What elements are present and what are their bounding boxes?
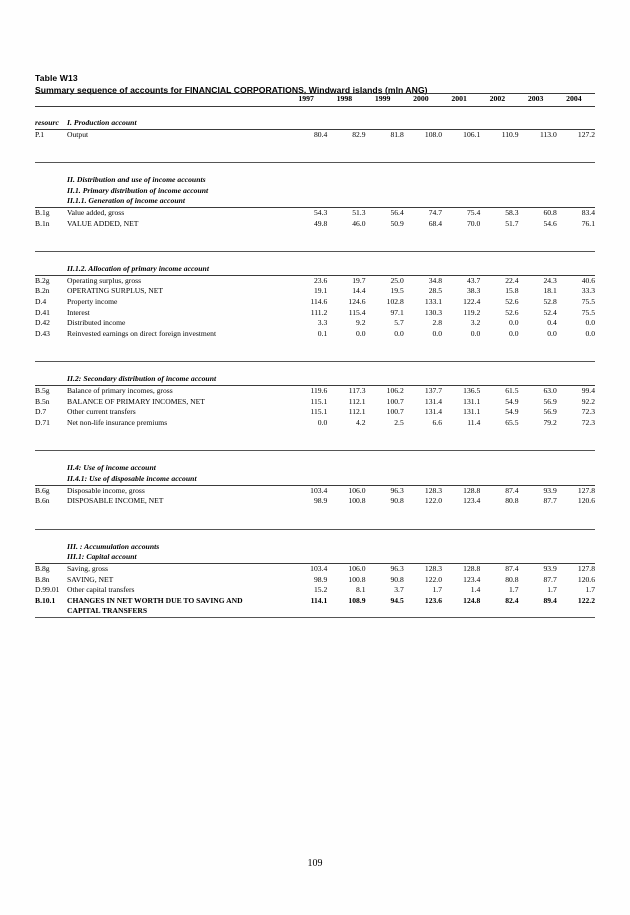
table-row [35, 297, 595, 308]
table-row [35, 129, 595, 140]
row-value-2003: 63.0 [543, 386, 557, 395]
row-value-2000: 133.1 [424, 297, 442, 307]
row-value-1997: 103.4 [310, 485, 328, 495]
row-value-1998: 0.0 [356, 328, 366, 338]
column-header-year-2001: 2001 [442, 94, 480, 107]
section-code-spacer [35, 374, 67, 385]
row-value-cont [366, 606, 404, 617]
row-value-1998: 117.3 [348, 386, 366, 395]
row-value-2000: 68.4 [428, 218, 442, 228]
row-label: Net non-life insurance premiums [67, 417, 168, 427]
row-value-2003: 87.7 [543, 496, 557, 506]
row-value-2001: 136.5 [463, 386, 481, 395]
section-heading: II.4: Use of income account [67, 463, 156, 473]
row-value-1999: 56.4 [390, 208, 404, 218]
row-code: P.1 [35, 129, 45, 139]
row-value-2002: 65.5 [505, 417, 519, 427]
row-value-1999: 5.7 [394, 318, 404, 328]
row-value-1998: 124.6 [348, 297, 366, 307]
row-value-2001: 128.8 [463, 485, 481, 495]
row-label: VALUE ADDED, NET [67, 218, 139, 228]
row-value-2000: 128.3 [424, 485, 442, 495]
table-row [35, 329, 595, 340]
row-value-1999: 94.5 [390, 595, 404, 605]
row-value-2001: 43.7 [466, 275, 481, 285]
row-code: B.2g [35, 275, 50, 285]
row-value-2002: 80.8 [505, 574, 519, 584]
row-value-1998: 82.9 [352, 129, 366, 139]
table-row [35, 575, 595, 586]
row-value-2003: 93.9 [543, 563, 557, 573]
section-code-spacer [35, 552, 67, 563]
section-code-spacer [35, 264, 67, 275]
row-label: Operating surplus, gross [67, 275, 142, 285]
section-heading: III. : Accumulation accounts [67, 541, 160, 551]
section-heading: II.4.1: Use of disposable income account [67, 474, 595, 485]
row-value-1999: 100.7 [386, 407, 404, 417]
column-header-year-1997: 1997 [289, 94, 327, 107]
row-code: D.7 [35, 407, 47, 417]
row-label: Other current transfers [67, 407, 136, 417]
table-row [35, 208, 595, 219]
section-heading-row [35, 542, 595, 553]
table-row [35, 585, 595, 596]
row-value-2001: 124.8 [463, 595, 481, 605]
row-label: OPERATING SURPLUS, NET [67, 286, 163, 296]
table-row [35, 318, 595, 329]
row-value-2002: 110.9 [501, 129, 519, 139]
row-code: D.43 [35, 328, 50, 338]
row-value-2002: 58.3 [505, 208, 519, 218]
row-label: DISPOSABLE INCOME, NET [67, 496, 164, 506]
row-value-1999: 90.8 [390, 496, 404, 506]
row-code: B.5g [35, 386, 50, 395]
section-code-spacer [35, 175, 67, 186]
table-row [35, 485, 595, 496]
row-value-2000: 131.4 [424, 407, 442, 417]
row-code-cont [35, 606, 67, 617]
row-label: SAVING, NET [67, 574, 114, 584]
row-value-2002: 0.0 [509, 328, 519, 338]
row-value-1997: 103.4 [310, 563, 328, 573]
row-value-2004: 92.2 [581, 396, 595, 406]
header-label-cell [67, 94, 289, 107]
row-value-2001: 75.4 [466, 208, 481, 218]
row-code: B.1n [35, 218, 50, 228]
row-code: D.42 [35, 318, 50, 328]
row-value-2003: 87.7 [543, 574, 557, 584]
section-code-spacer [35, 542, 67, 553]
section-heading-row [35, 175, 595, 186]
row-value-cont [327, 606, 365, 617]
row-value-1998: 108.9 [348, 595, 366, 605]
table-row [35, 596, 595, 607]
header-code-cell [35, 94, 67, 107]
row-code: B.8g [35, 563, 50, 573]
row-value-2003: 18.1 [543, 286, 557, 296]
row-value-2000: 128.3 [424, 563, 442, 573]
row-value-1997: 114.1 [310, 595, 328, 605]
row-value-2001: 1.4 [470, 585, 481, 595]
row-value-1999: 97.1 [390, 307, 404, 317]
row-value-1999: 96.3 [390, 485, 404, 495]
section-code-spacer [35, 474, 67, 485]
section-heading: II. Distribution and use of income accounts [67, 175, 206, 185]
table-id: Table W13 [35, 73, 78, 83]
section-heading: II.1.1. Generation of income account [67, 196, 595, 207]
row-value-2001: 128.8 [463, 563, 481, 573]
column-header-year-2004: 2004 [557, 94, 595, 107]
row-value-1999: 19.5 [390, 286, 404, 296]
row-value-1998: 8.1 [356, 585, 366, 595]
table-row [35, 286, 595, 297]
row-value-2000: 28.5 [428, 286, 442, 296]
section-heading-row [35, 552, 595, 563]
row-label: Saving, gross [67, 563, 108, 573]
row-value-2004: 83.4 [581, 208, 595, 218]
row-value-1998: 100.8 [348, 574, 366, 584]
row-value-cont [519, 606, 557, 617]
spacer-row [35, 339, 595, 362]
row-value-1999: 96.3 [390, 563, 404, 573]
row-value-1997: 19.1 [313, 286, 328, 296]
table-row [35, 219, 595, 230]
row-value-2004: 0.0 [585, 328, 595, 338]
accounts-table [35, 93, 595, 624]
row-value-2000: 74.7 [428, 208, 442, 218]
row-value-1997: 119.6 [310, 386, 328, 395]
row-value-2001: 0.0 [470, 328, 481, 338]
row-value-1999: 3.7 [394, 585, 404, 595]
row-value-2002: 61.5 [505, 386, 519, 395]
row-value-cont [480, 606, 518, 617]
row-value-2000: 108.0 [424, 129, 442, 139]
table-row-continuation [35, 606, 595, 617]
row-value-2004: 75.5 [581, 307, 595, 317]
row-value-1998: 106.0 [348, 563, 366, 573]
row-value-2001: 106.1 [463, 129, 481, 139]
row-code: B.5n [35, 396, 50, 406]
row-value-1997: 115.1 [310, 407, 328, 417]
table-row [35, 563, 595, 574]
row-value-2002: 54.9 [505, 396, 519, 406]
row-value-1999: 106.2 [386, 386, 404, 395]
row-value-2004: 127.8 [577, 485, 595, 495]
row-code: D.71 [35, 417, 50, 427]
row-code: B.6g [35, 485, 50, 495]
row-value-2003: 79.2 [543, 417, 557, 427]
row-label: Balance of primary incomes, gross [67, 386, 173, 395]
row-value-2001: 119.2 [463, 307, 481, 317]
section-heading-row [35, 374, 595, 385]
row-code: D.99.01 [35, 585, 60, 595]
row-value-2004: 120.6 [577, 574, 595, 584]
row-value-2004: 99.4 [581, 386, 595, 395]
row-value-2002: 52.6 [505, 297, 519, 307]
row-value-2004: 127.8 [577, 563, 595, 573]
row-value-2000: 122.0 [424, 496, 442, 506]
column-header-year-2002: 2002 [480, 94, 518, 107]
section-heading: II.2: Secondary distribution of income account [67, 374, 595, 385]
section-heading-row [35, 474, 595, 485]
row-value-2001: 3.2 [470, 318, 481, 328]
page-number: 109 [307, 858, 323, 869]
row-value-2002: 52.6 [505, 307, 519, 317]
row-value-2000: 6.6 [432, 417, 442, 427]
row-value-2003: 113.0 [539, 129, 557, 139]
row-value-2003: 60.8 [543, 208, 557, 218]
row-value-cont [557, 606, 595, 617]
row-value-1998: 46.0 [352, 218, 366, 228]
section-heading: II.1. Primary distribution of income account [67, 185, 209, 195]
row-value-1999: 100.7 [386, 396, 404, 406]
table-row [35, 496, 595, 507]
row-value-1999: 2.5 [394, 417, 404, 427]
column-header-row [35, 94, 595, 107]
row-code: B.6n [35, 496, 50, 506]
row-value-1998: 4.2 [356, 417, 366, 427]
row-value-1997: 98.9 [313, 574, 328, 584]
row-code: B.2n [35, 286, 50, 296]
row-label: Output [67, 129, 89, 139]
row-value-1999: 81.8 [390, 129, 404, 139]
row-value-2000: 1.7 [432, 585, 442, 595]
row-value-2003: 24.3 [543, 275, 557, 285]
column-header-year-1999: 1999 [366, 94, 404, 107]
row-value-2001: 123.4 [463, 574, 481, 584]
row-value-1997: 80.4 [313, 129, 328, 139]
table-row [35, 407, 595, 418]
section-code-spacer [35, 463, 67, 474]
row-value-2001: 38.3 [466, 286, 481, 296]
section-heading-row [35, 463, 595, 474]
row-value-2002: 54.9 [505, 407, 519, 417]
row-value-2004: 122.2 [577, 595, 595, 605]
row-value-2001: 131.1 [463, 396, 481, 406]
row-value-1997: 3.3 [317, 318, 328, 328]
row-value-2000: 130.3 [424, 307, 442, 317]
row-value-2000: 131.4 [424, 396, 442, 406]
row-value-2003: 89.4 [543, 595, 557, 605]
row-value-1999: 25.0 [390, 275, 404, 285]
row-code: D.41 [35, 307, 50, 317]
row-value-2003: 56.9 [543, 396, 557, 406]
table-bottom-rule [35, 617, 595, 624]
row-label: Disposable income, gross [67, 485, 145, 495]
row-value-1998: 9.2 [356, 318, 366, 328]
row-value-1997: 15.2 [313, 585, 328, 595]
table-row [35, 275, 595, 286]
row-value-cont [404, 606, 442, 617]
row-value-2000: 122.0 [424, 574, 442, 584]
row-code: B.8n [35, 574, 50, 584]
row-value-cont [442, 606, 480, 617]
section-heading: I. Production account [67, 118, 595, 129]
row-value-2004: 40.6 [581, 275, 595, 285]
row-value-1997: 54.3 [313, 208, 328, 218]
row-value-1999: 90.8 [390, 574, 404, 584]
row-value-2003: 0.4 [547, 318, 557, 328]
row-value-1997: 49.8 [313, 218, 328, 228]
row-value-2002: 22.4 [505, 275, 519, 285]
section-heading-row [35, 196, 595, 207]
row-value-2003: 52.8 [543, 297, 557, 307]
table-row [35, 386, 595, 397]
row-value-2002: 80.8 [505, 496, 519, 506]
row-value-2003: 56.9 [543, 407, 557, 417]
section-heading: III.1: Capital account [67, 552, 595, 563]
row-value-2003: 0.0 [547, 328, 557, 338]
row-label: BALANCE OF PRIMARY INCOMES, NET [67, 396, 205, 406]
row-value-2002: 15.8 [505, 286, 519, 296]
row-value-2004: 127.2 [577, 129, 595, 139]
row-value-2000: 0.0 [432, 328, 442, 338]
row-value-2004: 1.7 [585, 585, 595, 595]
row-value-2000: 2.8 [432, 318, 442, 328]
row-value-1997: 0.0 [317, 417, 328, 427]
column-header-year-2000: 2000 [404, 94, 442, 107]
row-value-2001: 11.4 [467, 417, 481, 427]
row-value-1998: 19.7 [352, 275, 366, 285]
row-value-2002: 0.0 [509, 318, 519, 328]
section-heading: II.1.2. Allocation of primary income account [67, 264, 595, 275]
row-value-1999: 0.0 [394, 328, 404, 338]
row-label: Property income [67, 297, 118, 307]
row-value-cont [289, 606, 327, 617]
row-label: Other capital transfers [67, 585, 135, 595]
spacer-row [35, 229, 595, 252]
table-caption: Summary sequence of accounts for FINANCIAL CORPORATIONS, Windward islands (mln ANG) [35, 85, 428, 95]
row-value-1998: 115.4 [348, 307, 366, 317]
row-value-2002: 87.4 [505, 563, 519, 573]
row-label: Reinvested earnings on direct foreign investment [67, 328, 217, 338]
row-value-1997: 23.6 [313, 275, 328, 285]
section-heading-row [35, 264, 595, 275]
row-value-2001: 123.4 [463, 496, 481, 506]
row-value-2002: 51.7 [505, 218, 519, 228]
row-value-2004: 72.3 [581, 407, 595, 417]
row-label: Value added, gross [67, 208, 125, 218]
row-value-2003: 52.4 [543, 307, 557, 317]
table-row [35, 308, 595, 319]
row-value-1998: 112.1 [348, 407, 366, 417]
row-value-2002: 82.4 [505, 595, 519, 605]
row-value-1998: 100.8 [348, 496, 366, 506]
row-value-2001: 131.1 [463, 407, 481, 417]
row-value-1998: 106.0 [348, 485, 366, 495]
table-row [35, 418, 595, 429]
row-value-2003: 1.7 [547, 585, 557, 595]
row-code: D.4 [35, 297, 47, 307]
spacer-row [35, 107, 595, 119]
section-code-spacer [35, 186, 67, 197]
section-heading-row [35, 186, 595, 197]
row-value-1999: 102.8 [386, 297, 404, 307]
row-code: B.1g [35, 208, 50, 218]
section-code-spacer [35, 196, 67, 207]
row-value-2004: 0.0 [585, 318, 595, 328]
row-label: Interest [67, 307, 90, 317]
row-value-2000: 123.6 [424, 595, 442, 605]
row-value-2004: 76.1 [581, 218, 595, 228]
row-value-2003: 93.9 [543, 485, 557, 495]
row-label-cont: CAPITAL TRANSFERS [67, 606, 148, 616]
row-value-1997: 98.9 [313, 496, 328, 506]
row-code: B.10.1 [35, 595, 56, 605]
row-value-2004: 72.3 [581, 417, 595, 427]
spacer-row [35, 428, 595, 451]
row-value-1998: 51.3 [352, 208, 366, 218]
column-header-year-1998: 1998 [327, 94, 365, 107]
row-value-1999: 50.9 [390, 218, 404, 228]
spacer-row [35, 507, 595, 530]
row-value-2002: 87.4 [505, 485, 519, 495]
row-value-2003: 54.6 [543, 218, 557, 228]
row-label: Distributed income [67, 318, 126, 328]
table-row [35, 397, 595, 408]
row-value-1997: 111.2 [310, 307, 328, 317]
row-label: CHANGES IN NET WORTH DUE TO SAVING AND [67, 595, 243, 605]
side-label-resources: resourc [35, 118, 67, 129]
row-value-2001: 70.0 [466, 218, 481, 228]
row-value-1997: 0.1 [317, 328, 328, 338]
row-value-2000: 34.8 [428, 275, 442, 285]
spacer-row [35, 140, 595, 163]
row-value-1997: 114.6 [310, 297, 328, 307]
row-value-2004: 75.5 [581, 297, 595, 307]
row-value-2004: 120.6 [577, 496, 595, 506]
row-value-2004: 33.3 [581, 286, 595, 296]
row-value-1997: 115.1 [310, 396, 328, 406]
section-heading-row [35, 118, 595, 129]
row-value-2001: 122.4 [463, 297, 481, 307]
row-value-2002: 1.7 [509, 585, 519, 595]
column-header-year-2003: 2003 [519, 94, 557, 107]
row-value-1998: 112.1 [348, 396, 366, 406]
row-value-1998: 14.4 [352, 286, 366, 296]
row-value-2000: 137.7 [424, 386, 442, 395]
